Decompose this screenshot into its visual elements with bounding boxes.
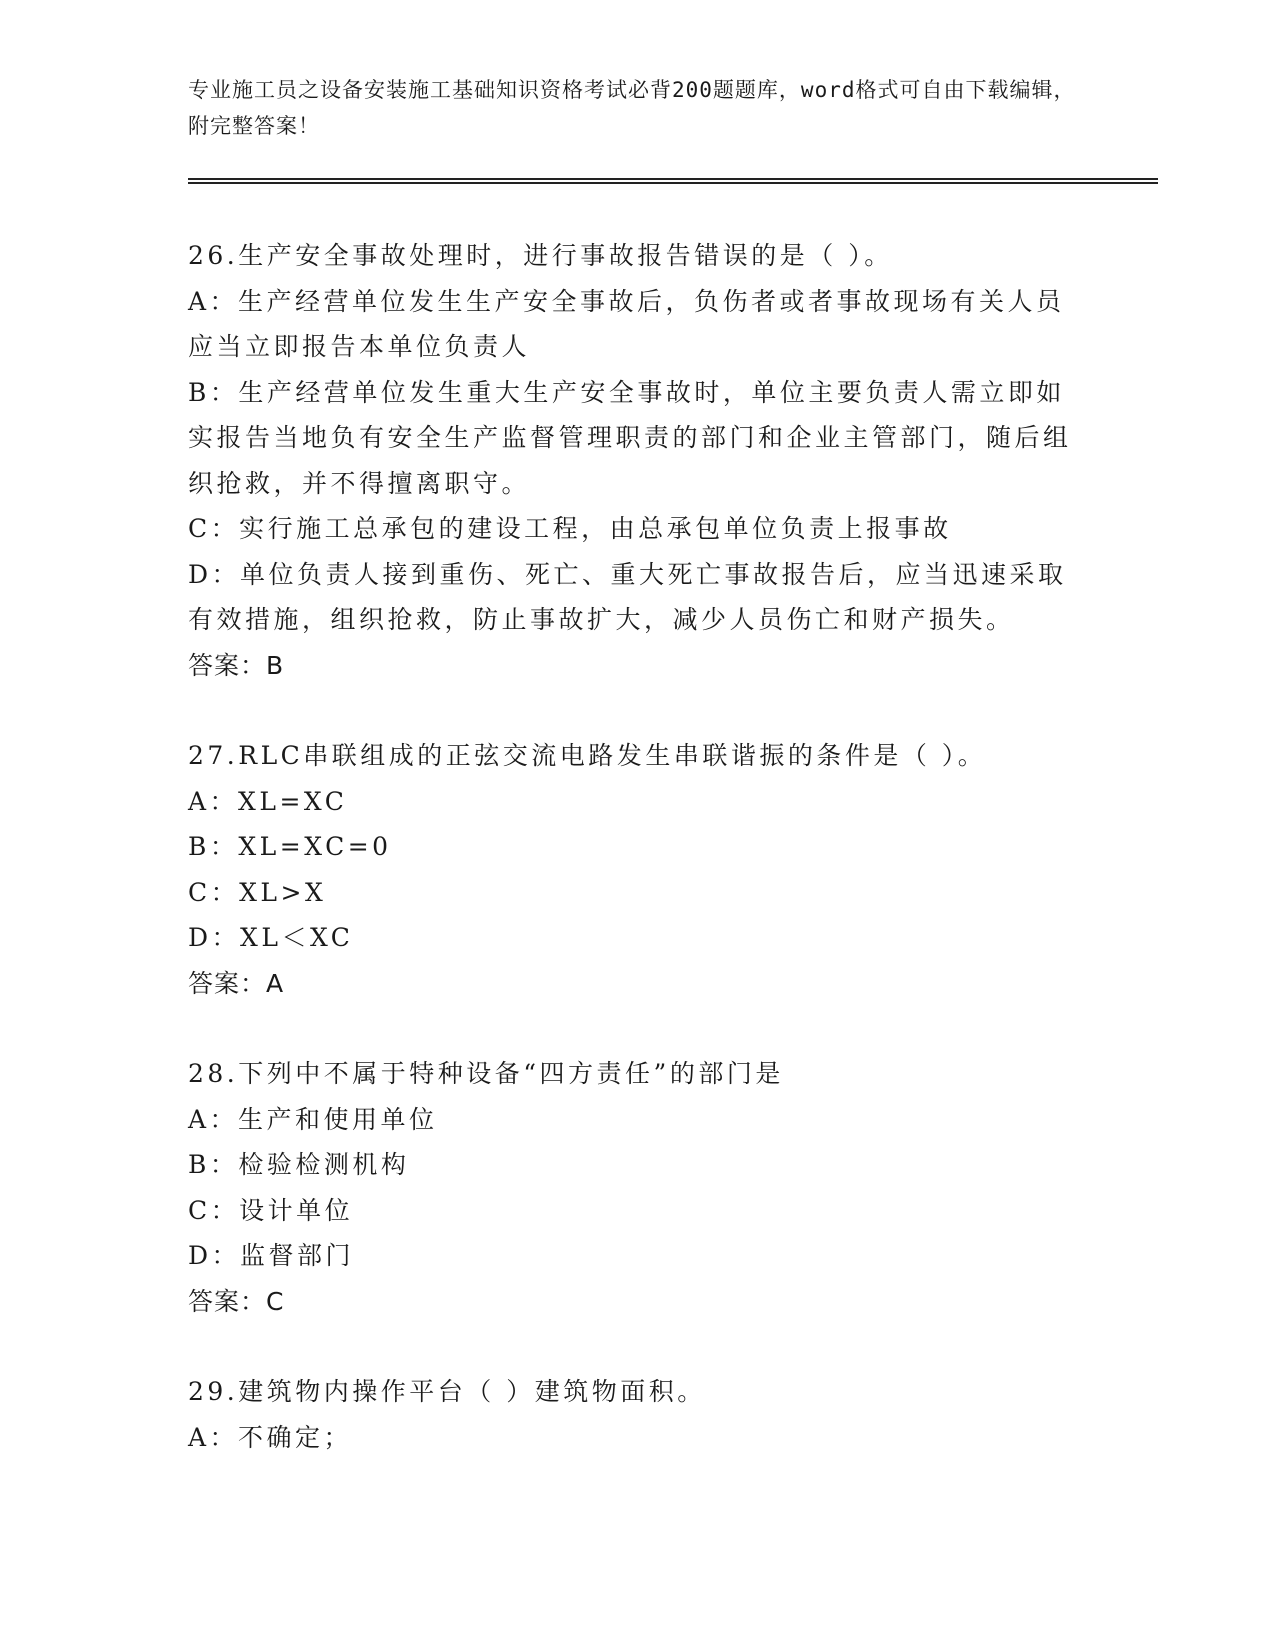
question-26	[188, 233, 1088, 688]
option-d: D：单位负责人接到重伤、死亡、重大死亡事故报告后，应当迅速采取有效措施，组织抢救，防止事故扩大，减少人员伤亡和财产损失。	[188, 559, 1067, 634]
option-d: D：监督部门	[188, 1241, 355, 1270]
option-a: A：生产经营单位发生生产安全事故后，负伤者或者事故现场有关人员应当立即报告本单位负责人	[188, 286, 1065, 361]
question-spacer	[188, 1324, 1088, 1369]
option-b: B：XL=XC=0	[188, 832, 392, 861]
question-spacer	[188, 688, 1088, 733]
option-a: A：生产和使用单位	[188, 1104, 438, 1134]
answer-line: 答案：A	[188, 968, 285, 998]
question-stem: 29.建筑物内操作平台（ ）建筑物面积。	[188, 1377, 706, 1406]
option-a: A：不确定；	[188, 1422, 353, 1452]
question-27	[188, 733, 1088, 1006]
option-b: B：检验检测机构	[188, 1150, 410, 1179]
answer-line: 答案：C	[188, 1286, 285, 1316]
option-d: D：XL＜XC	[188, 923, 354, 952]
option-c: C：实行施工总承包的建设工程，由总承包单位负责上报事故	[188, 514, 952, 543]
question-28	[188, 1051, 1088, 1324]
page-header: 专业施工员之设备安装施工基础知识资格考试必背200题题库，word格式可自由下载编辑，附完整答案！	[188, 78, 1076, 138]
question-stem: 28.下列中不属于特种设备“四方责任”的部门是	[188, 1059, 784, 1088]
question-stem: 27.RLC串联组成的正弦交流电路发生串联谐振的条件是（ ）。	[188, 741, 987, 770]
option-b: B：生产经营单位发生重大生产安全事故时，单位主要负责人需立即如实报告当地负有安全生产监督管理职责的部门和企业主管部门，随后组织抢救，并不得擅离职守。	[188, 377, 1072, 498]
question-spacer	[188, 1006, 1088, 1051]
header-divider	[188, 178, 1158, 184]
option-c: C：设计单位	[188, 1195, 354, 1225]
question-stem: 26.生产安全事故处理时，进行事故报告错误的是（ ）。	[188, 241, 893, 270]
answer-line: 答案：B	[188, 650, 285, 680]
option-a: A：XL=XC	[188, 786, 348, 816]
option-c: C：XL>X	[188, 877, 327, 907]
question-29	[188, 1369, 1088, 1460]
question-list	[188, 233, 1088, 1460]
